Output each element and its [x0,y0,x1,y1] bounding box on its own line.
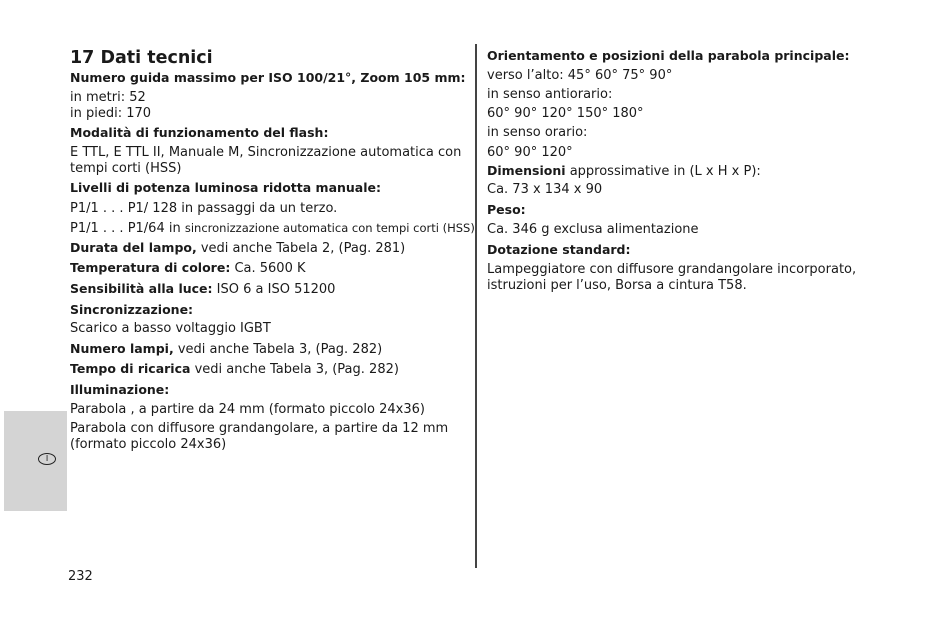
dimensions-label: Dimensioni [487,163,566,178]
recharge-time [70,361,399,378]
power-levels-line-2 [70,220,475,237]
power-levels-title: Livelli di potenza luminosa ridotta manuale: [70,180,381,195]
weight-text: Ca. 346 g exclusa alimentazione [487,222,699,237]
guide-number-feet: in piedi: 170 [70,106,152,121]
flash-count [70,341,382,358]
orientation-ccw-label: in senso antiorario: [487,87,613,102]
light-sensitivity-label: Sensibilità alla luce: [70,281,213,296]
illumination-line-2: Parabola con diffusore grandangolare, a partire da 12 mm (formato piccolo 24x36) [70,421,449,452]
flash-duration-label: Durata del lampo, [70,240,197,255]
light-sensitivity-text: ISO 6 a ISO 51200 [212,282,336,297]
recharge-time-text: vedi anche Tabela 3, (Pag. 282) [190,362,399,377]
language-tab [4,411,67,511]
sync-text: Scarico a basso voltaggio IGBT [70,321,271,336]
weight-title: Peso: [487,202,526,217]
power-levels-line-1: P1/1 . . . P1/ 128 in passaggi da un terzo. [70,201,338,216]
light-sensitivity [70,281,335,298]
sync-title: Sincronizzazione: [70,302,194,317]
color-temperature [70,260,306,277]
guide-number-meters: in metri: 52 [70,90,146,105]
recharge-time-label: Tempo di ricarica [70,361,191,376]
flash-count-label: Numero lampi, [70,341,174,356]
flash-mode-text: E TTL, E TTL II, Manuale M, Sincronizzazione automatica con tempi corti (HSS) [70,145,462,176]
dimensions-value: Ca. 73 x 134 x 90 [487,182,603,197]
orientation-ccw-values: 60° 90° 120° 150° 180° [487,106,644,121]
illumination-title: Illuminazione: [70,382,170,397]
orientation-up: verso l’alto: 45° 60° 75° 90° [487,68,673,83]
orientation-cw-label: in senso orario: [487,125,588,140]
color-temperature-text: Ca. 5600 K [230,261,306,276]
page-title: 17 Dati tecnici [70,48,213,68]
column-divider [475,44,477,568]
orientation-cw-values: 60° 90° 120° [487,145,573,160]
flash-duration [70,240,405,257]
page-number: 232 [68,569,93,584]
dimensions-text: approssimative in (L x H x P): [565,164,761,179]
power-levels-line-2-end: sincronizzazione automatica con tempi corti (HSS) [184,221,475,235]
flash-count-text: vedi anche Tabela 3, (Pag. 282) [173,342,383,357]
orientation-title: Orientamento e posizioni della parabola principale: [487,48,850,63]
flash-duration-text: vedi anche Tabela 2, (Pag. 281) [196,241,406,256]
guide-number-title: Numero guida massimo per ISO 100/21°, Zoom 105 mm: [70,70,466,85]
illumination-line-1: Parabola , a partire da 24 mm (formato piccolo 24x36) [70,402,425,417]
dimensions [487,163,761,180]
flash-mode-title: Modalità di funzionamento del flash: [70,125,329,140]
language-tab-label: I [38,453,56,465]
standard-equipment-text: Lampeggiatore con diffusore grandangolare incorporato, istruzioni per l’uso, Borsa a cintura T58. [487,262,857,293]
color-temperature-label: Temperatura di colore: [70,260,231,275]
power-levels-line-2-start: P1/1 . . . P1/64 in [70,221,185,236]
standard-equipment-title: Dotazione standard: [487,242,631,257]
